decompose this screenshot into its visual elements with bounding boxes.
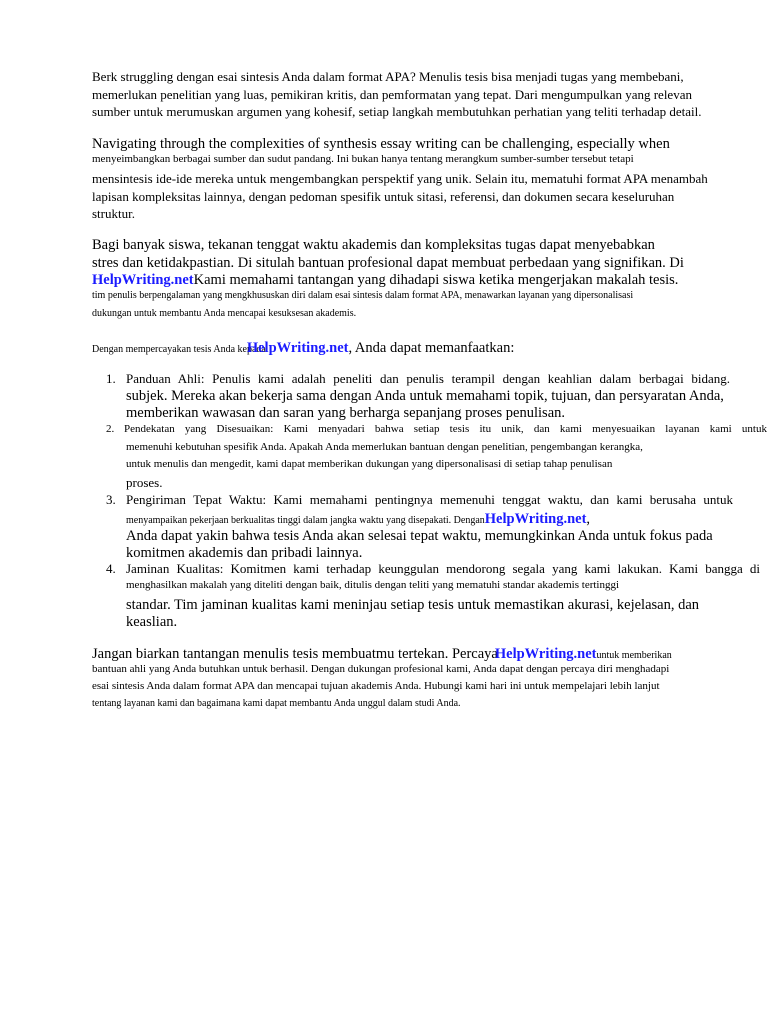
helpwriting-link[interactable]: HelpWriting.net [92, 272, 194, 288]
p2-line-4: lapisan kompleksitas lainnya, dengan pedoman spesifik untuk sitasi, referensi, dan dokumen secara keseluruhan [92, 189, 675, 204]
p3-line-3 [92, 273, 678, 288]
p2-line-5: struktur. [92, 206, 135, 221]
p1-line-3: sumber untuk merumuskan argumen yang kohesif, setiap langkah membutuhkan perhatian yang teliti terhadap detail. [92, 104, 702, 119]
list-number-1: 1. [106, 371, 116, 386]
list-item-1-line-2: subjek. Mereka akan bekerja sama dengan Anda untuk memahami topik, tujuan, dan persyaratan Anda, [126, 388, 724, 404]
list-item-2-line-2: memenuhi kebutuhan spesifik Anda. Apakah Anda memerlukan bantuan dengan penelitian, pengembangan kerangka, [126, 441, 643, 453]
list-number-4: 4. [106, 561, 116, 576]
p4-post: , Anda dapat memanfaatkan: [348, 340, 515, 356]
list-item-3-comma: , [586, 511, 591, 527]
list-item-2-line-4: proses. [126, 475, 163, 490]
list-item-1-line-3: memberikan wawasan dan saran yang berharga sepanjang proses penulisan. [126, 405, 566, 421]
list-number-2: 2. [106, 423, 115, 435]
p3-line-2: stres dan ketidakpastian. Di situlah bantuan profesional dapat membuat perbedaan yang signifikan. Di [92, 255, 684, 271]
list-item-4-line-1: Jaminan Kualitas: Komitmen kami terhadap keunggulan mendorong segala yang kami lakukan. Kami bangga di [126, 561, 760, 576]
list-item-3-line-2-text: menyampaikan pekerjaan berkualitas tinggi dalam jangka waktu yang disepakati. Dengan [126, 515, 485, 526]
p3-line-4: tim penulis berpengalaman yang mengkhususkan diri dalam esai sintesis dalam format APA, menawarkan layanan yang dipersonalisasi [92, 290, 634, 301]
p2-line-2: menyeimbangkan berbagai sumber dan sudut pandang. Ini bukan hanya tentang merangkum sumber-sumber tersebut tetapi [92, 153, 634, 165]
list-item-4-line-2: menghasilkan makalah yang diteliti dengan baik, ditulis dengan teliti yang mematuhi standar akademis tertinggi [126, 579, 620, 591]
p3-line-3-text: Kami memahami tantangan yang dihadapi siswa ketika mengerjakan makalah tesis. [193, 272, 679, 288]
list-item-4-line-4: keaslian. [126, 614, 178, 630]
p5-line-4: tentang layanan kami dan bagaimana kami dapat membantu Anda unggul dalam studi Anda. [92, 698, 461, 709]
p2-line-1: Navigating through the complexities of synthesis essay writing can be challenging, especially when [92, 136, 670, 152]
p3-line-5: dukungan untuk membantu Anda mencapai kesuksesan akademis. [92, 308, 357, 319]
list-item-3-line-4: komitmen akademis dan pribadi lainnya. [126, 545, 363, 561]
helpwriting-link[interactable]: HelpWriting.net [484, 511, 587, 527]
p3-line-1: Bagi banyak siswa, tekanan tenggat waktu akademis dan kompleksitas tugas dapat menyebabkan [92, 237, 655, 253]
p2-line-3: mensintesis ide-ide mereka untuk mengembangkan perspektif yang unik. Selain itu, mematuhi format APA menambah [92, 171, 708, 186]
list-item-2-line-3: untuk menulis dan mengedit, kami dapat memberikan dukungan yang dipersonalisasi di setiap tahap penulisan [126, 458, 613, 470]
p1-line-1: Berk struggling dengan esai sintesis Anda dalam format APA? Menulis tesis bisa menjadi tugas yang membebani, [92, 69, 684, 84]
p5-line-1 [92, 646, 672, 662]
p4-pre: Dengan mempercayakan tesis Anda kepada [92, 344, 266, 355]
list-item-3-line-2 [126, 511, 590, 527]
p5-line-3: esai sintesis Anda dalam format APA dan mencapai tujuan akademis Anda. Hubungi kami hari ini untuk mempelajari lebih lanjut [92, 680, 660, 692]
p4-line [92, 340, 514, 356]
list-item-4-line-3: standar. Tim jaminan kualitas kami meninjau setiap tesis untuk memastikan akurasi, kejelasan, dan [126, 597, 700, 613]
p5-line-2: bantuan ahli yang Anda butuhkan untuk berhasil. Dengan dukungan profesional kami, Anda dapat dengan percaya diri menghadapi [92, 663, 670, 675]
helpwriting-link[interactable]: HelpWriting.net [494, 646, 597, 662]
list-item-1-line-1: Panduan Ahli: Penulis kami adalah peneliti dan penulis terampil dengan keahlian dalam berbagai bidang. [126, 371, 730, 386]
list-item-3-line-3: Anda dapat yakin bahwa tesis Anda akan selesai tepat waktu, memungkinkan Anda untuk fokus pada [126, 528, 713, 544]
list-number-3: 3. [106, 492, 116, 507]
helpwriting-link[interactable]: HelpWriting.net [246, 340, 349, 356]
list-item-2-line-1: Pendekatan yang Disesuaikan: Kami menyadari bahwa setiap tesis itu unik, dan kami menyesuaikan layanan kami untuk [124, 423, 767, 435]
list-item-3-line-1: Pengiriman Tepat Waktu: Kami memahami pentingnya memenuhi tenggat waktu, dan kami berusaha untuk [126, 492, 733, 507]
p5-post: untuk memberikan [596, 650, 672, 661]
p1-line-2: memerlukan penelitian yang luas, pemikiran kritis, dan pemformatan yang tepat. Dari mengumpulkan yang relevan [92, 87, 692, 102]
p5-pre: Jangan biarkan tantangan menulis tesis membuatmu tertekan. Percaya [92, 646, 498, 662]
